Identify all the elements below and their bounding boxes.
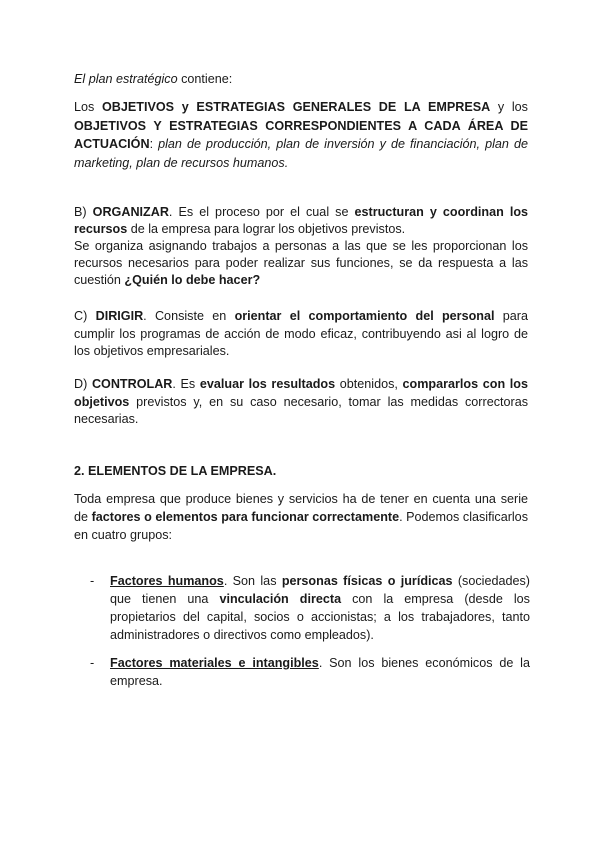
underlined-bold-text: Factores humanos [110, 574, 224, 588]
text: previstos y, en su caso necesario, tomar las medidas correctoras necesarias. [74, 394, 528, 426]
factors-list [90, 572, 530, 690]
dirigir-paragraph [74, 308, 528, 361]
text: . Es [172, 377, 200, 391]
bold-text: personas físicas o jurídicas [281, 574, 453, 588]
list-item [90, 572, 530, 644]
bold-text: DIRIGIR [95, 309, 144, 323]
text: . Es el proceso por el cual se [168, 205, 355, 219]
text: . Consiste en [143, 309, 235, 323]
bold-text: vinculación directa [219, 592, 342, 606]
text: (sociedades) que tienen una [110, 574, 530, 606]
bold-text: evaluar los resultados [199, 377, 336, 391]
section-heading [74, 463, 528, 480]
objectives-paragraph [74, 98, 528, 172]
intro-italic: El plan estratégico [74, 72, 178, 86]
text: Se organiza asignando trabajos a personas a las que se les proporcionan los recursos necesarios para poder realizar sus funciones, se da respuesta a las cuestión [74, 239, 528, 287]
text: . Son los bienes económicos de la empresa. [110, 656, 530, 688]
text: . Son las [223, 574, 282, 588]
italic-text: plan de producción, plan de inversión y de financiación, plan de marketing, plan de recursos humanos. [74, 137, 528, 170]
bold-text: compararlos con los objetivos [74, 377, 528, 409]
text: C) [74, 309, 96, 323]
dash-bullet: - [90, 656, 95, 670]
controlar-paragraph [74, 376, 528, 429]
elements-paragraph [74, 490, 528, 544]
bold-text: factores o elementos para funcionar correctamente [91, 510, 400, 524]
bold-text: ¿Quién lo debe hacer? [124, 273, 261, 287]
bold-text: OBJETIVOS y ESTRATEGIAS GENERALES DE LA EMPRESA [101, 100, 491, 114]
bold-text: CONTROLAR [91, 377, 173, 391]
text: con la empresa (desde los propietarios del capital, socios o accionistas; a los trabajadores, tanto administradores o directivos como empleados). [110, 592, 530, 642]
text: y los [490, 100, 528, 114]
text: Los [74, 100, 102, 114]
text: Toda empresa que produce bienes y servicios ha de tener en cuenta una serie de [74, 492, 528, 524]
organizar-paragraph [74, 204, 528, 289]
heading-text: 2. ELEMENTOS DE LA EMPRESA. [74, 464, 277, 478]
text: para cumplir los programas de acción de modo eficaz, contribuyendo asi al logro de los objetivos empresariales. [74, 309, 528, 358]
text: : [149, 137, 159, 151]
text: . Podemos clasificarlos en cuatro grupos: [74, 510, 528, 542]
bold-text: ORGANIZAR [92, 205, 169, 219]
text: de la empresa para lograr los objetivos previstos. [127, 222, 406, 236]
bold-text: OBJETIVOS Y ESTRATEGIAS CORRESPONDIENTES A CADA ÁREA DE ACTUACIÓN [74, 118, 528, 151]
text: D) [74, 377, 92, 391]
intro-line [74, 71, 528, 88]
dash-bullet: - [90, 574, 95, 588]
underlined-bold-text: Factores materiales e intangibles [110, 656, 319, 670]
intro-rest: contiene: [177, 72, 233, 86]
list-item [90, 654, 530, 690]
text: B) [74, 205, 93, 219]
bold-text: estructuran y coordinan los recursos [74, 205, 529, 236]
bold-text: orientar el comportamiento del personal [234, 309, 495, 323]
text: obtenidos, [335, 377, 403, 391]
